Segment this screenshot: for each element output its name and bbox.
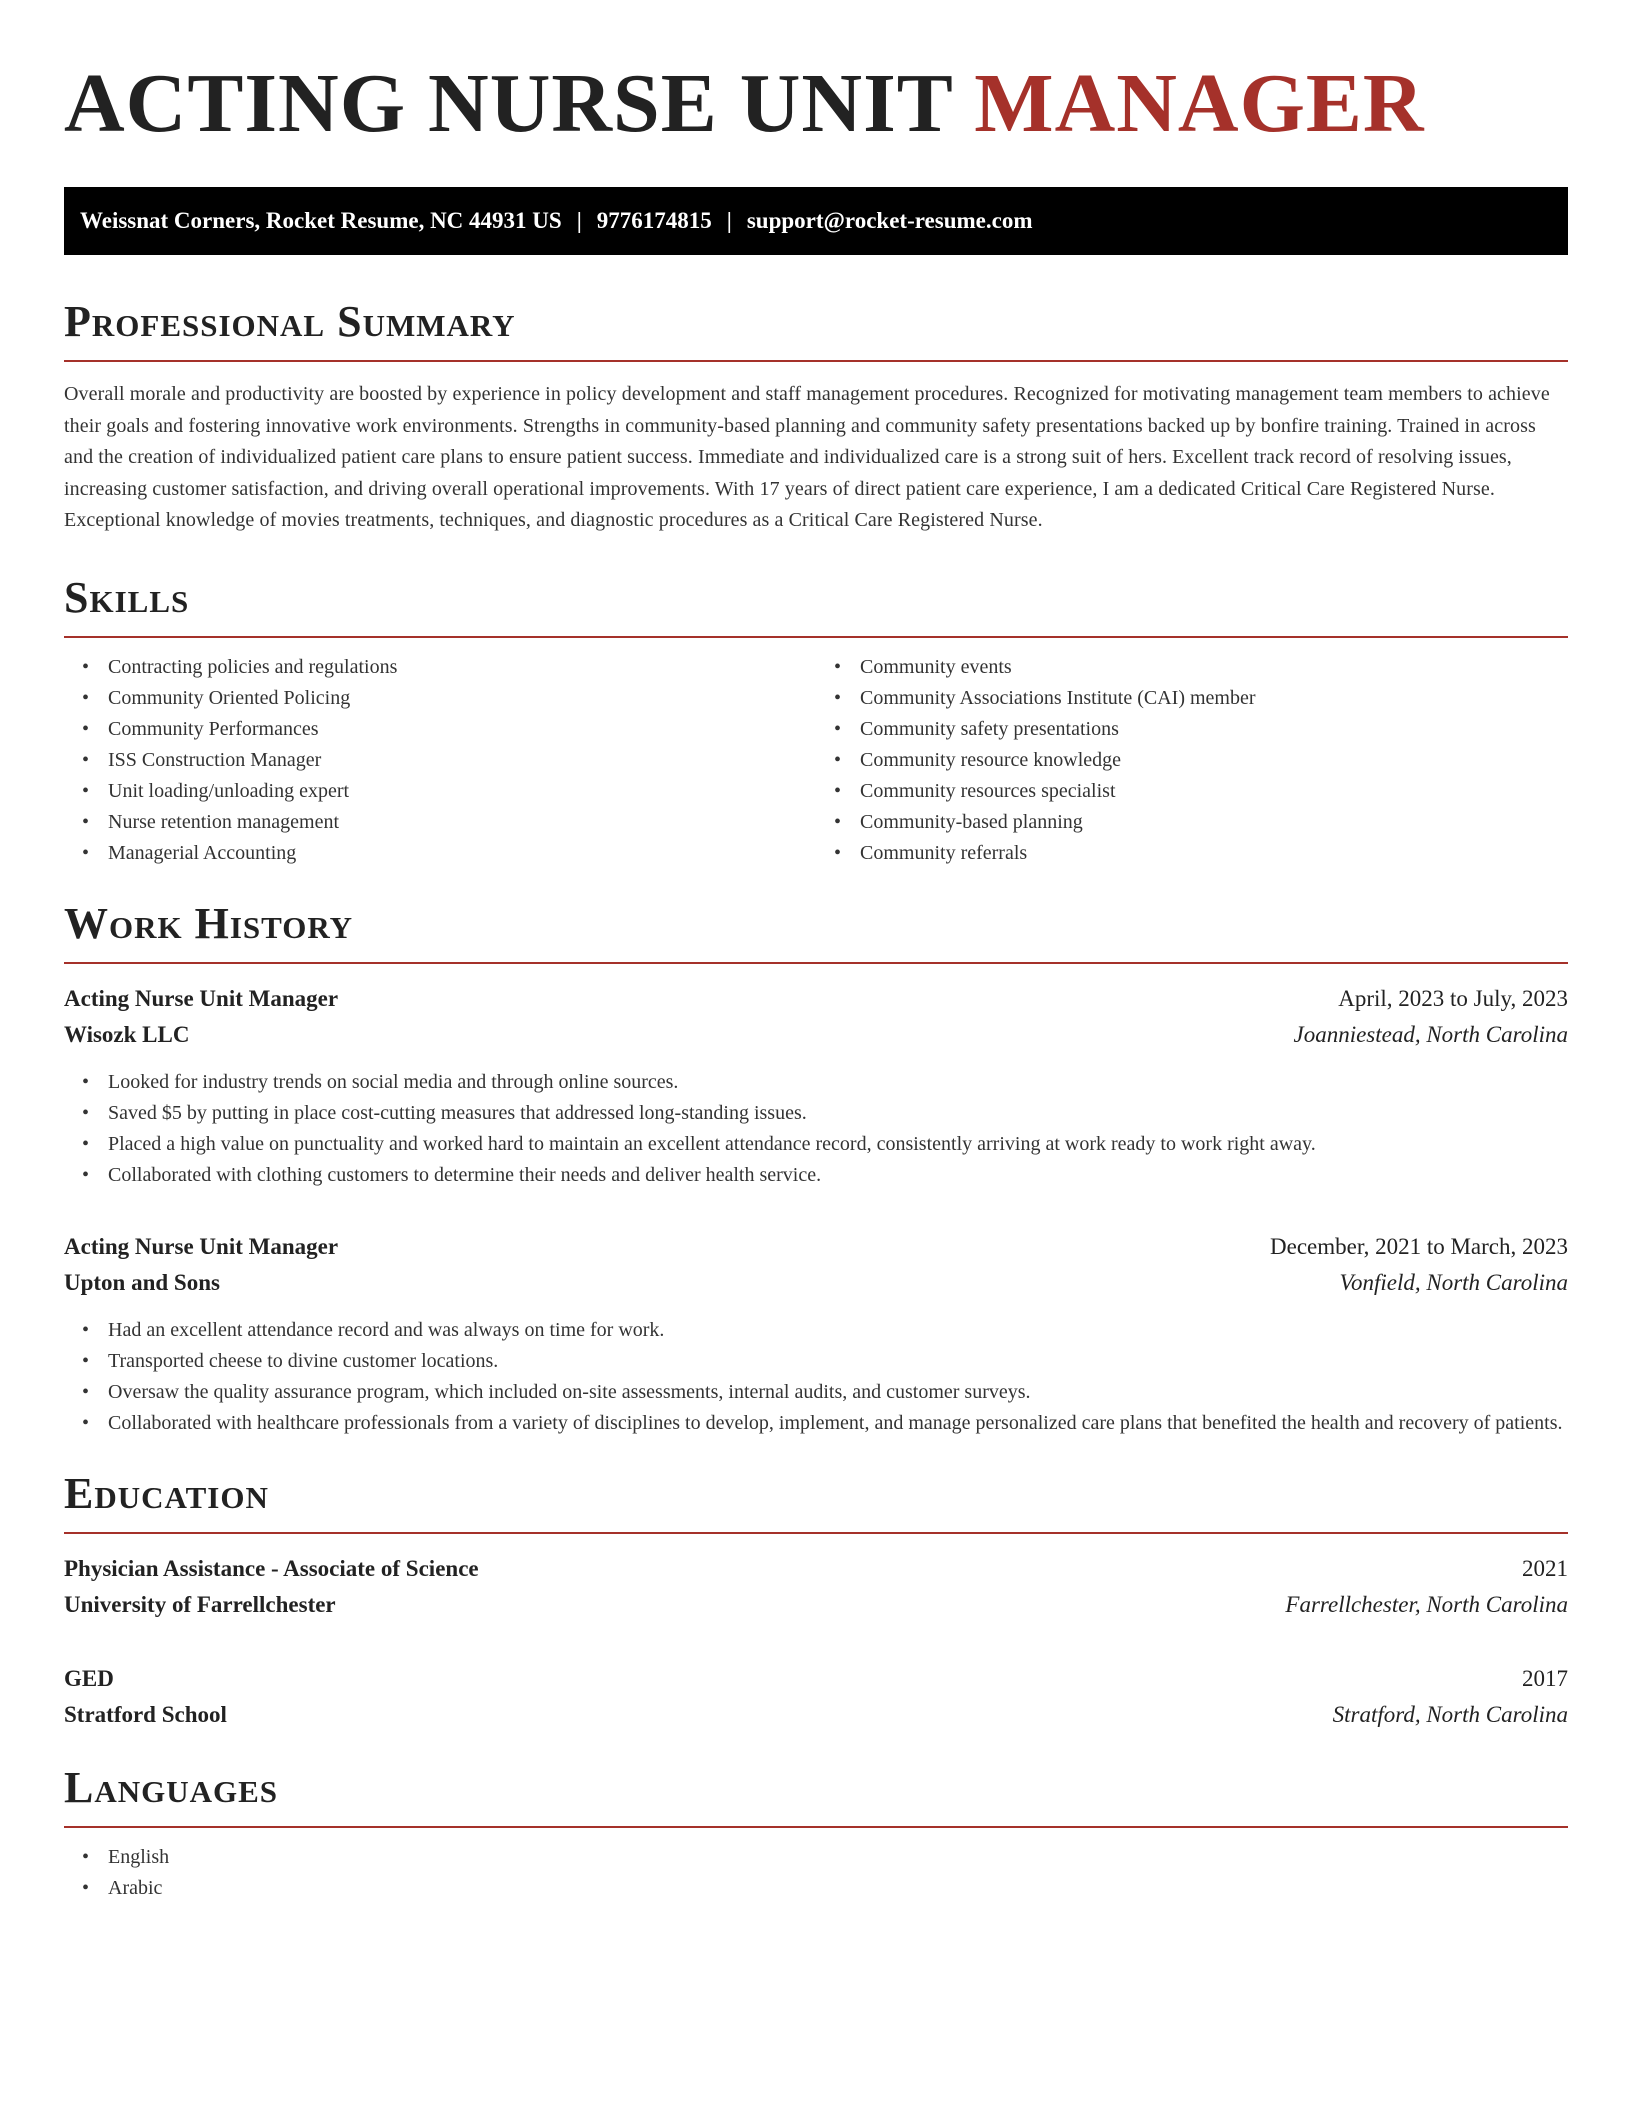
title-accent: MANAGER — [974, 57, 1425, 150]
skill-item: • Community events — [860, 652, 1568, 683]
contact-email: support@rocket-resume.com — [746, 208, 1033, 233]
job-company-row — [64, 1265, 1568, 1301]
education-school-row — [64, 1587, 1568, 1623]
languages-list — [64, 1842, 1568, 1904]
resume-title — [64, 56, 1568, 152]
skill-item: • Community Oriented Policing — [108, 683, 816, 714]
contact-separator: | — [726, 208, 732, 233]
education-location: Stratford, North Carolina — [1332, 1701, 1568, 1727]
contact-bar — [64, 187, 1568, 255]
education-degree: GED — [64, 1665, 114, 1691]
skills-list-left — [64, 652, 816, 869]
education-degree: Physician Assistance - Associate of Science — [64, 1555, 479, 1581]
skill-item: • Managerial Accounting — [108, 838, 816, 869]
skill-item: • Community safety presentations — [860, 714, 1568, 745]
skill-item: • Community-based planning — [860, 807, 1568, 838]
section-heading-languages: Languages — [64, 1763, 1568, 1828]
skill-item: • Unit loading/unloading expert — [108, 776, 816, 807]
contact-separator: | — [576, 208, 582, 233]
job-bullets — [64, 1315, 1568, 1439]
job-title: Acting Nurse Unit Manager — [64, 985, 339, 1011]
job-title: Acting Nurse Unit Manager — [64, 1233, 339, 1259]
contact-address: Weissnat Corners, Rocket Resume, NC 44931 US — [80, 208, 562, 233]
job-dates: December, 2021 to March, 2023 — [1270, 1233, 1568, 1259]
job-header-row — [64, 1229, 1568, 1265]
job-entry — [64, 981, 1568, 1191]
skill-item: • Contracting policies and regulations — [108, 652, 816, 683]
job-location: Joanniestead, North Carolina — [1293, 1021, 1568, 1047]
job-bullet: • Transported cheese to divine customer locations. — [108, 1346, 1568, 1377]
job-company: Upton and Sons — [64, 1269, 220, 1295]
contact-phone: 9776174815 — [596, 208, 712, 233]
job-bullet: • Saved $5 by putting in place cost-cutting measures that addressed long-standing issues. — [108, 1098, 1568, 1129]
skills-list-right — [816, 652, 1568, 869]
education-year: 2021 — [1522, 1555, 1568, 1581]
job-dates: April, 2023 to July, 2023 — [1338, 985, 1568, 1011]
education-school: Stratford School — [64, 1701, 227, 1727]
education-header-row — [64, 1551, 1568, 1587]
education-school-row — [64, 1697, 1568, 1733]
language-item: • English — [108, 1842, 1568, 1873]
job-bullet: • Looked for industry trends on social media and through online sources. — [108, 1067, 1568, 1098]
education-header-row — [64, 1661, 1568, 1697]
work-section — [64, 899, 1568, 1439]
title-main: ACTING NURSE UNIT — [64, 57, 953, 150]
job-bullet: • Had an excellent attendance record and was always on time for work. — [108, 1315, 1568, 1346]
education-entry — [64, 1661, 1568, 1733]
summary-section — [64, 297, 1568, 537]
skill-item: • ISS Construction Manager — [108, 745, 816, 776]
job-bullet: • Collaborated with healthcare professionals from a variety of disciplines to develop, implement, and manage personalized care plans that benefited the health and recovery of patients. — [108, 1408, 1568, 1439]
job-bullet: • Collaborated with clothing customers to determine their needs and deliver health service. — [108, 1160, 1568, 1191]
skill-item: • Community resources specialist — [860, 776, 1568, 807]
language-item: • Arabic — [108, 1873, 1568, 1904]
job-location: Vonfield, North Carolina — [1339, 1269, 1568, 1295]
job-company: Wisozk LLC — [64, 1021, 190, 1047]
skills-section — [64, 573, 1568, 869]
skill-item: • Community Associations Institute (CAI) member — [860, 683, 1568, 714]
job-bullets — [64, 1067, 1568, 1191]
job-company-row — [64, 1017, 1568, 1053]
languages-section — [64, 1763, 1568, 1904]
skill-item: • Nurse retention management — [108, 807, 816, 838]
job-bullet: • Oversaw the quality assurance program, which included on-site assessments, internal audits, and customer surveys. — [108, 1377, 1568, 1408]
skill-item: • Community Performances — [108, 714, 816, 745]
skill-item: • Community resource knowledge — [860, 745, 1568, 776]
education-entry — [64, 1551, 1568, 1623]
job-bullet: • Placed a high value on punctuality and worked hard to maintain an excellent attendance record, consistently arriving at work ready to work right away. — [108, 1129, 1568, 1160]
section-heading-education: Education — [64, 1469, 1568, 1534]
education-location: Farrellchester, North Carolina — [1285, 1591, 1568, 1617]
summary-text: Overall morale and productivity are boosted by experience in policy development and staff management procedures. Recognized for motivating management team members to achieve their goals and fostering innovative work environments. Strengths in community-based planning and community safety presentations backed up by bonfire training. Trained in across and the creation of individualized patient care plans to ensure patient success. Immediate and individualized care is a strong suit of hers. Excellent track record of resolving issues, increasing customer satisfaction, and driving overall operational improvements. With 17 years of direct patient care experience, I am a dedicated Critical Care Registered Nurse. Exceptional knowledge of movies treatments, techniques, and diagnostic procedures as a Critical Care Registered Nurse. — [64, 383, 1550, 531]
job-header-row — [64, 981, 1568, 1017]
education-section — [64, 1469, 1568, 1733]
skill-item: • Community referrals — [860, 838, 1568, 869]
section-heading-work: Work History — [64, 899, 1568, 964]
job-entry — [64, 1229, 1568, 1439]
section-heading-skills: Skills — [64, 573, 1568, 638]
education-year: 2017 — [1522, 1665, 1568, 1691]
skills-columns — [64, 652, 1568, 869]
education-school: University of Farrellchester — [64, 1591, 336, 1617]
section-heading-summary: Professional Summary — [64, 297, 1568, 362]
